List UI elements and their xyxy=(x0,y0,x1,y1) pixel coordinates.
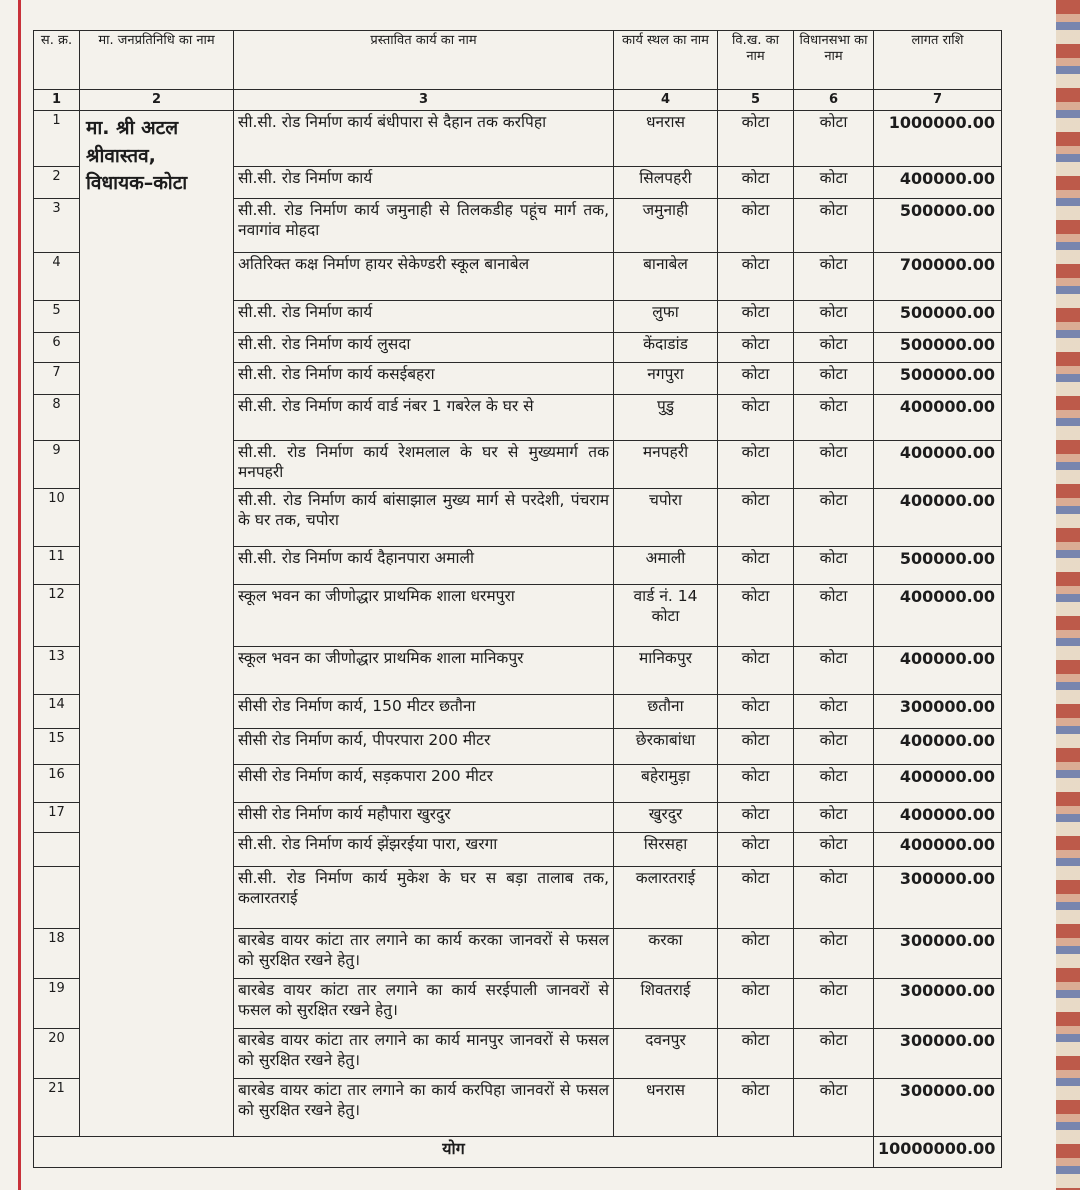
column-number: 4 xyxy=(614,90,718,111)
work-place: शिवतराई xyxy=(614,979,718,1029)
block-name: कोटा xyxy=(718,765,794,803)
work-place: कलारतराई xyxy=(614,867,718,929)
cost-amount: 500000.00 xyxy=(874,333,1002,363)
assembly-name: कोटा xyxy=(794,441,874,489)
header-row xyxy=(34,31,1002,90)
cost-amount: 400000.00 xyxy=(874,833,1002,867)
block-name: कोटा xyxy=(718,199,794,253)
table-row xyxy=(34,111,1002,167)
work-name: स्कूल भवन का जीणोद्धार प्राथमिक शाला धरमपुरा xyxy=(234,585,614,647)
works-table xyxy=(33,30,1002,1168)
work-name: सी.सी. रोड निर्माण कार्य झेंझरईया पारा, खरगा xyxy=(234,833,614,867)
work-place: खुरदुर xyxy=(614,803,718,833)
serial-number: 17 xyxy=(34,803,80,833)
work-name: सीसी रोड निर्माण कार्य, सड़कपारा 200 मीटर xyxy=(234,765,614,803)
serial-number: 4 xyxy=(34,253,80,301)
work-name: बारबेड वायर कांटा तार लगाने का कार्य करका जानवरों से फसल को सुरक्षित रखने हेतु। xyxy=(234,929,614,979)
assembly-name: कोटा xyxy=(794,729,874,765)
block-name: कोटा xyxy=(718,1029,794,1079)
cost-amount: 300000.00 xyxy=(874,867,1002,929)
work-place: दवनपुर xyxy=(614,1029,718,1079)
total-amount: 10000000.00 xyxy=(874,1137,1002,1168)
cost-amount: 500000.00 xyxy=(874,301,1002,333)
work-place: बानाबेल xyxy=(614,253,718,301)
assembly-name: कोटा xyxy=(794,695,874,729)
column-number: 6 xyxy=(794,90,874,111)
assembly-name: कोटा xyxy=(794,333,874,363)
work-name: बारबेड वायर कांटा तार लगाने का कार्य मानपुर जानवरों से फसल को सुरक्षित रखने हेतु। xyxy=(234,1029,614,1079)
column-number: 1 xyxy=(34,90,80,111)
work-place: अमाली xyxy=(614,547,718,585)
work-place: नगपुरा xyxy=(614,363,718,395)
assembly-name: कोटा xyxy=(794,585,874,647)
cost-amount: 700000.00 xyxy=(874,253,1002,301)
block-name: कोटा xyxy=(718,647,794,695)
cost-amount: 400000.00 xyxy=(874,395,1002,441)
header-work-name: प्रस्तावित कार्य का नाम xyxy=(234,31,614,90)
block-name: कोटा xyxy=(718,301,794,333)
cost-amount: 400000.00 xyxy=(874,647,1002,695)
cost-amount: 400000.00 xyxy=(874,729,1002,765)
block-name: कोटा xyxy=(718,979,794,1029)
work-name: सी.सी. रोड निर्माण कार्य जमुनाही से तिलकडीह पहूंच मार्ग तक, नवागांव मोहदा xyxy=(234,199,614,253)
assembly-name: कोटा xyxy=(794,1029,874,1079)
work-name: सी.सी. रोड निर्माण कार्य दैहानपारा अमाली xyxy=(234,547,614,585)
header-block: वि.ख. का नाम xyxy=(718,31,794,90)
cost-amount: 400000.00 xyxy=(874,765,1002,803)
work-name: बारबेड वायर कांटा तार लगाने का कार्य करपिहा जानवरों से फसल को सुरक्षित रखने हेतु। xyxy=(234,1079,614,1137)
block-name: कोटा xyxy=(718,585,794,647)
work-place: बहेरामुड़ा xyxy=(614,765,718,803)
work-name: अतिरिक्त कक्ष निर्माण हायर सेकेण्डरी स्कूल बानाबेल xyxy=(234,253,614,301)
block-name: कोटा xyxy=(718,1079,794,1137)
assembly-name: कोटा xyxy=(794,199,874,253)
work-place: छेरकाबांधा xyxy=(614,729,718,765)
column-number: 5 xyxy=(718,90,794,111)
representative-name: मा. श्री अटल श्रीवास्तव, विधायक–कोटा xyxy=(80,111,234,1137)
work-place: वार्ड नं. 14 कोटा xyxy=(614,585,718,647)
cost-amount: 500000.00 xyxy=(874,199,1002,253)
cost-amount: 400000.00 xyxy=(874,585,1002,647)
work-place: लुफा xyxy=(614,301,718,333)
serial-number: 6 xyxy=(34,333,80,363)
serial-number: 14 xyxy=(34,695,80,729)
assembly-name: कोटा xyxy=(794,363,874,395)
work-place: सिरसहा xyxy=(614,833,718,867)
column-number: 3 xyxy=(234,90,614,111)
block-name: कोटा xyxy=(718,363,794,395)
total-row xyxy=(34,1137,1002,1168)
assembly-name: कोटा xyxy=(794,253,874,301)
block-name: कोटा xyxy=(718,803,794,833)
serial-number: 8 xyxy=(34,395,80,441)
block-name: कोटा xyxy=(718,547,794,585)
cost-amount: 400000.00 xyxy=(874,489,1002,547)
header-work-place: कार्य स्थल का नाम xyxy=(614,31,718,90)
block-name: कोटा xyxy=(718,929,794,979)
serial-number xyxy=(34,833,80,867)
work-name: सीसी रोड निर्माण कार्य, 150 मीटर छतौना xyxy=(234,695,614,729)
block-name: कोटा xyxy=(718,253,794,301)
assembly-name: कोटा xyxy=(794,1079,874,1137)
work-place: सिलपहरी xyxy=(614,167,718,199)
serial-number: 9 xyxy=(34,441,80,489)
header-cost: लागत राशि xyxy=(874,31,1002,90)
serial-number: 10 xyxy=(34,489,80,547)
work-name: सी.सी. रोड निर्माण कार्य xyxy=(234,301,614,333)
serial-number: 1 xyxy=(34,111,80,167)
cost-amount: 300000.00 xyxy=(874,695,1002,729)
work-name: सी.सी. रोड निर्माण कार्य कसईबहरा xyxy=(234,363,614,395)
cost-amount: 300000.00 xyxy=(874,1079,1002,1137)
column-number: 7 xyxy=(874,90,1002,111)
block-name: कोटा xyxy=(718,695,794,729)
block-name: कोटा xyxy=(718,395,794,441)
work-place: मनपहरी xyxy=(614,441,718,489)
total-label: योग xyxy=(34,1137,874,1168)
serial-number: 18 xyxy=(34,929,80,979)
work-place: जमुनाही xyxy=(614,199,718,253)
serial-number: 21 xyxy=(34,1079,80,1137)
work-name: बारबेड वायर कांटा तार लगाने का कार्य सरईपाली जानवरों से फसल को सुरक्षित रखने हेतु। xyxy=(234,979,614,1029)
serial-number: 16 xyxy=(34,765,80,803)
cost-amount: 500000.00 xyxy=(874,547,1002,585)
serial-number: 19 xyxy=(34,979,80,1029)
work-place: धनरास xyxy=(614,1079,718,1137)
serial-number: 15 xyxy=(34,729,80,765)
cost-amount: 400000.00 xyxy=(874,441,1002,489)
work-place: करका xyxy=(614,929,718,979)
header-serial: स. क्र. xyxy=(34,31,80,90)
page-edge xyxy=(1056,0,1080,1190)
block-name: कोटा xyxy=(718,167,794,199)
serial-number xyxy=(34,867,80,929)
work-name: सी.सी. रोड निर्माण कार्य बंधीपारा से दैहान तक करपिहा xyxy=(234,111,614,167)
assembly-name: कोटा xyxy=(794,489,874,547)
column-number-row xyxy=(34,90,1002,111)
work-name: सी.सी. रोड निर्माण कार्य वार्ड नंबर 1 गबरेल के घर से xyxy=(234,395,614,441)
assembly-name: कोटा xyxy=(794,647,874,695)
serial-number: 3 xyxy=(34,199,80,253)
serial-number: 2 xyxy=(34,167,80,199)
work-name: सी.सी. रोड निर्माण कार्य रेशमलाल के घर से मुख्यमार्ग तक मनपहरी xyxy=(234,441,614,489)
assembly-name: कोटा xyxy=(794,547,874,585)
block-name: कोटा xyxy=(718,441,794,489)
serial-number: 13 xyxy=(34,647,80,695)
work-name: सी.सी. रोड निर्माण कार्य बांसाझाल मुख्य मार्ग से परदेशी, पंचराम के घर तक, चपोरा xyxy=(234,489,614,547)
cost-amount: 300000.00 xyxy=(874,979,1002,1029)
cost-amount: 400000.00 xyxy=(874,803,1002,833)
work-place: चपोरा xyxy=(614,489,718,547)
block-name: कोटा xyxy=(718,729,794,765)
work-name: सी.सी. रोड निर्माण कार्य xyxy=(234,167,614,199)
work-name: स्कूल भवन का जीणोद्धार प्राथमिक शाला मानिकपुर xyxy=(234,647,614,695)
work-place: धनरास xyxy=(614,111,718,167)
block-name: कोटा xyxy=(718,111,794,167)
serial-number: 5 xyxy=(34,301,80,333)
column-number: 2 xyxy=(80,90,234,111)
block-name: कोटा xyxy=(718,833,794,867)
margin-line xyxy=(18,0,21,1190)
assembly-name: कोटा xyxy=(794,929,874,979)
header-assembly: विधानसभा का नाम xyxy=(794,31,874,90)
work-place: केंदाडांड xyxy=(614,333,718,363)
serial-number: 12 xyxy=(34,585,80,647)
block-name: कोटा xyxy=(718,489,794,547)
block-name: कोटा xyxy=(718,867,794,929)
serial-number: 7 xyxy=(34,363,80,395)
assembly-name: कोटा xyxy=(794,803,874,833)
work-place: मानिकपुर xyxy=(614,647,718,695)
work-name: सी.सी. रोड निर्माण कार्य मुकेश के घर स बड़ा तालाब तक, कलारतराई xyxy=(234,867,614,929)
assembly-name: कोटा xyxy=(794,979,874,1029)
assembly-name: कोटा xyxy=(794,301,874,333)
block-name: कोटा xyxy=(718,333,794,363)
assembly-name: कोटा xyxy=(794,765,874,803)
assembly-name: कोटा xyxy=(794,867,874,929)
work-name: सीसी रोड निर्माण कार्य, पीपरपारा 200 मीटर xyxy=(234,729,614,765)
cost-amount: 1000000.00 xyxy=(874,111,1002,167)
assembly-name: कोटा xyxy=(794,833,874,867)
cost-amount: 300000.00 xyxy=(874,929,1002,979)
cost-amount: 500000.00 xyxy=(874,363,1002,395)
work-name: सी.सी. रोड निर्माण कार्य लुसदा xyxy=(234,333,614,363)
assembly-name: कोटा xyxy=(794,167,874,199)
header-representative: मा. जनप्रतिनिधि का नाम xyxy=(80,31,234,90)
work-name: सीसी रोड निर्माण कार्य महौपारा खुरदुर xyxy=(234,803,614,833)
assembly-name: कोटा xyxy=(794,395,874,441)
cost-amount: 400000.00 xyxy=(874,167,1002,199)
work-place: छतौना xyxy=(614,695,718,729)
serial-number: 20 xyxy=(34,1029,80,1079)
cost-amount: 300000.00 xyxy=(874,1029,1002,1079)
serial-number: 11 xyxy=(34,547,80,585)
work-place: पुडु xyxy=(614,395,718,441)
assembly-name: कोटा xyxy=(794,111,874,167)
